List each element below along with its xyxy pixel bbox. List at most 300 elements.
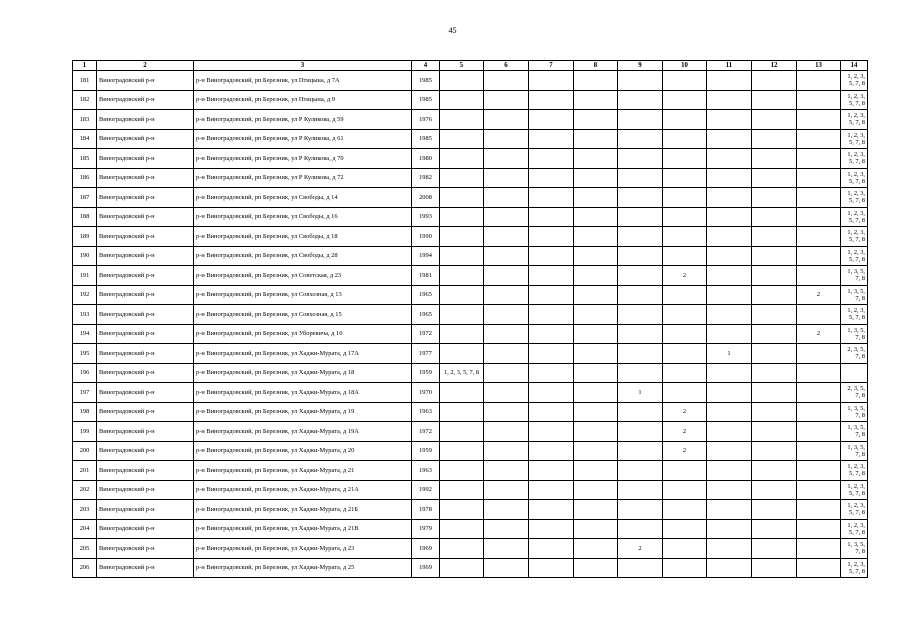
- district-cell: Виноградовский р-н: [97, 207, 194, 227]
- col10-cell: [663, 207, 707, 227]
- district-cell: Виноградовский р-н: [97, 90, 194, 110]
- column-header: 4: [412, 61, 440, 71]
- table-row: [73, 90, 868, 110]
- col5-cell: [440, 324, 484, 344]
- year-cell: 1963: [412, 461, 440, 481]
- col14-cell: 1, 2, 3, 5, 7, 8: [841, 500, 868, 520]
- col14-cell: 1, 2, 3, 5, 7, 8: [841, 461, 868, 481]
- col12-cell: [752, 500, 797, 520]
- column-header: 5: [440, 61, 484, 71]
- year-cell: 1959: [412, 363, 440, 383]
- col7-cell: [529, 188, 574, 208]
- col13-cell: [797, 246, 841, 266]
- col9-cell: [618, 266, 663, 286]
- district-cell: Виноградовский р-н: [97, 227, 194, 247]
- district-cell: Виноградовский р-н: [97, 480, 194, 500]
- col5-cell: [440, 422, 484, 442]
- address-cell: р-н Виноградовский, рп Березник, ул Совхозная, д 13: [194, 285, 412, 305]
- row-number-cell: 184: [73, 129, 97, 149]
- col7-cell: [529, 246, 574, 266]
- row-number-cell: 196: [73, 363, 97, 383]
- district-cell: Виноградовский р-н: [97, 149, 194, 169]
- row-number-cell: 197: [73, 383, 97, 403]
- col7-cell: [529, 324, 574, 344]
- row-number-cell: 202: [73, 480, 97, 500]
- col9-cell: [618, 305, 663, 325]
- col7-cell: [529, 129, 574, 149]
- col12-cell: [752, 188, 797, 208]
- col7-cell: [529, 500, 574, 520]
- col6-cell: [484, 558, 529, 578]
- row-number-cell: 195: [73, 344, 97, 364]
- district-cell: Виноградовский р-н: [97, 129, 194, 149]
- col14-cell: 1, 3, 5, 7, 8: [841, 402, 868, 422]
- district-cell: Виноградовский р-н: [97, 539, 194, 559]
- col14-cell: 1, 2, 3, 5, 7, 8: [841, 558, 868, 578]
- year-cell: 1994: [412, 246, 440, 266]
- col11-cell: [707, 305, 752, 325]
- col5-cell: [440, 344, 484, 364]
- col5-cell: [440, 402, 484, 422]
- column-header: 12: [752, 61, 797, 71]
- col10-cell: [663, 129, 707, 149]
- col6-cell: [484, 422, 529, 442]
- table-row: [73, 461, 868, 481]
- col9-cell: [618, 558, 663, 578]
- row-number-cell: 201: [73, 461, 97, 481]
- col14-cell: 1, 2, 3, 5, 7, 8: [841, 149, 868, 169]
- table-row: [73, 168, 868, 188]
- year-cell: 1977: [412, 344, 440, 364]
- col13-cell: [797, 266, 841, 286]
- col10-cell: [663, 558, 707, 578]
- row-number-cell: 205: [73, 539, 97, 559]
- col11-cell: [707, 422, 752, 442]
- col6-cell: [484, 227, 529, 247]
- col14-cell: 1, 2, 3, 5, 7, 8: [841, 227, 868, 247]
- col12-cell: [752, 207, 797, 227]
- row-number-cell: 200: [73, 441, 97, 461]
- col12-cell: [752, 422, 797, 442]
- address-cell: р-н Виноградовский, рп Березник, ул Хаджи-Мурата, д 19: [194, 402, 412, 422]
- address-cell: р-н Виноградовский, рп Березник, ул Свободы, д 28: [194, 246, 412, 266]
- col10-cell: [663, 480, 707, 500]
- year-cell: 1978: [412, 500, 440, 520]
- col14-cell: 2, 3, 5, 7, 8: [841, 344, 868, 364]
- col13-cell: [797, 363, 841, 383]
- col11-cell: [707, 285, 752, 305]
- col13-cell: [797, 207, 841, 227]
- table-row: [73, 71, 868, 91]
- district-cell: Виноградовский р-н: [97, 422, 194, 442]
- col11-cell: 1: [707, 344, 752, 364]
- address-cell: р-н Виноградовский, рп Березник, ул Хаджи-Мурата, д 19А: [194, 422, 412, 442]
- year-cell: 1963: [412, 402, 440, 422]
- col5-cell: 1, 2, 3, 5, 7, 8: [440, 363, 484, 383]
- row-number-cell: 190: [73, 246, 97, 266]
- col11-cell: [707, 500, 752, 520]
- col10-cell: [663, 324, 707, 344]
- row-number-cell: 189: [73, 227, 97, 247]
- col5-cell: [440, 461, 484, 481]
- col9-cell: [618, 461, 663, 481]
- row-number-cell: 188: [73, 207, 97, 227]
- col7-cell: [529, 519, 574, 539]
- district-cell: Виноградовский р-н: [97, 519, 194, 539]
- table-row: [73, 539, 868, 559]
- row-number-cell: 198: [73, 402, 97, 422]
- table-row: [73, 422, 868, 442]
- col8-cell: [574, 539, 618, 559]
- col10-cell: [663, 519, 707, 539]
- col9-cell: [618, 363, 663, 383]
- col8-cell: [574, 285, 618, 305]
- col13-cell: [797, 110, 841, 130]
- district-cell: Виноградовский р-н: [97, 363, 194, 383]
- col7-cell: [529, 344, 574, 364]
- col5-cell: [440, 500, 484, 520]
- col10-cell: [663, 188, 707, 208]
- col11-cell: [707, 71, 752, 91]
- col12-cell: [752, 480, 797, 500]
- address-cell: р-н Виноградовский, рп Березник, ул Птицына, д 9: [194, 90, 412, 110]
- year-cell: 1969: [412, 539, 440, 559]
- col13-cell: [797, 500, 841, 520]
- col9-cell: [618, 500, 663, 520]
- col14-cell: 1, 2, 3, 5, 7, 8: [841, 519, 868, 539]
- col11-cell: [707, 558, 752, 578]
- year-cell: 1985: [412, 71, 440, 91]
- col7-cell: [529, 539, 574, 559]
- table-header-row: [73, 61, 868, 71]
- col7-cell: [529, 110, 574, 130]
- col9-cell: [618, 324, 663, 344]
- col8-cell: [574, 71, 618, 91]
- table-row: [73, 324, 868, 344]
- col10-cell: [663, 461, 707, 481]
- col8-cell: [574, 500, 618, 520]
- address-cell: р-н Виноградовский, рп Березник, ул Хаджи-Мурата, д 21Б: [194, 500, 412, 520]
- col10-cell: [663, 149, 707, 169]
- col8-cell: [574, 344, 618, 364]
- col6-cell: [484, 168, 529, 188]
- col9-cell: [618, 168, 663, 188]
- col7-cell: [529, 441, 574, 461]
- col6-cell: [484, 363, 529, 383]
- col12-cell: [752, 441, 797, 461]
- col5-cell: [440, 188, 484, 208]
- col5-cell: [440, 519, 484, 539]
- district-cell: Виноградовский р-н: [97, 110, 194, 130]
- col14-cell: 1, 2, 3, 5, 7, 8: [841, 246, 868, 266]
- col8-cell: [574, 441, 618, 461]
- col11-cell: [707, 539, 752, 559]
- row-number-cell: 183: [73, 110, 97, 130]
- col5-cell: [440, 246, 484, 266]
- col8-cell: [574, 383, 618, 403]
- district-cell: Виноградовский р-н: [97, 402, 194, 422]
- col14-cell: 1, 3, 5, 7, 8: [841, 422, 868, 442]
- col14-cell: 1, 2, 3, 5, 7, 8: [841, 90, 868, 110]
- district-cell: Виноградовский р-н: [97, 168, 194, 188]
- district-cell: Виноградовский р-н: [97, 285, 194, 305]
- col12-cell: [752, 71, 797, 91]
- col11-cell: [707, 480, 752, 500]
- col10-cell: [663, 500, 707, 520]
- row-number-cell: 187: [73, 188, 97, 208]
- col13-cell: [797, 129, 841, 149]
- address-cell: р-н Виноградовский, рп Березник, ул Свободы, д 18: [194, 227, 412, 247]
- column-header: 1: [73, 61, 97, 71]
- row-number-cell: 194: [73, 324, 97, 344]
- col14-cell: 2, 3, 5, 7, 8: [841, 383, 868, 403]
- col6-cell: [484, 285, 529, 305]
- district-cell: Виноградовский р-н: [97, 558, 194, 578]
- table-row: [73, 363, 868, 383]
- column-header: 3: [194, 61, 412, 71]
- year-cell: 1980: [412, 149, 440, 169]
- col9-cell: [618, 246, 663, 266]
- col12-cell: [752, 285, 797, 305]
- district-cell: Виноградовский р-н: [97, 266, 194, 286]
- year-cell: 1972: [412, 324, 440, 344]
- col7-cell: [529, 422, 574, 442]
- col11-cell: [707, 207, 752, 227]
- col13-cell: 2: [797, 324, 841, 344]
- col7-cell: [529, 305, 574, 325]
- col8-cell: [574, 149, 618, 169]
- col13-cell: [797, 344, 841, 364]
- col12-cell: [752, 519, 797, 539]
- address-cell: р-н Виноградовский, рп Березник, ул Свободы, д 16: [194, 207, 412, 227]
- col14-cell: 1, 2, 3, 5, 7, 8: [841, 480, 868, 500]
- year-cell: 1965: [412, 285, 440, 305]
- row-number-cell: 192: [73, 285, 97, 305]
- col11-cell: [707, 227, 752, 247]
- col10-cell: 2: [663, 402, 707, 422]
- col8-cell: [574, 480, 618, 500]
- col9-cell: [618, 519, 663, 539]
- col12-cell: [752, 266, 797, 286]
- table-row: [73, 402, 868, 422]
- col8-cell: [574, 168, 618, 188]
- col6-cell: [484, 149, 529, 169]
- col13-cell: 2: [797, 285, 841, 305]
- col9-cell: [618, 441, 663, 461]
- col7-cell: [529, 402, 574, 422]
- col6-cell: [484, 188, 529, 208]
- col6-cell: [484, 539, 529, 559]
- col10-cell: [663, 363, 707, 383]
- col9-cell: [618, 149, 663, 169]
- address-cell: р-н Виноградовский, рп Березник, ул Хаджи-Мурата, д 21В: [194, 519, 412, 539]
- col9-cell: [618, 129, 663, 149]
- col5-cell: [440, 480, 484, 500]
- district-cell: Виноградовский р-н: [97, 305, 194, 325]
- year-cell: 1970: [412, 383, 440, 403]
- col7-cell: [529, 168, 574, 188]
- col13-cell: [797, 461, 841, 481]
- year-cell: 1959: [412, 441, 440, 461]
- col13-cell: [797, 480, 841, 500]
- col10-cell: 2: [663, 422, 707, 442]
- table-row: [73, 383, 868, 403]
- row-number-cell: 181: [73, 71, 97, 91]
- district-cell: Виноградовский р-н: [97, 324, 194, 344]
- column-header: 9: [618, 61, 663, 71]
- col14-cell: [841, 363, 868, 383]
- col11-cell: [707, 441, 752, 461]
- col6-cell: [484, 71, 529, 91]
- row-number-cell: 193: [73, 305, 97, 325]
- year-cell: 1985: [412, 90, 440, 110]
- col10-cell: [663, 110, 707, 130]
- col7-cell: [529, 383, 574, 403]
- year-cell: 1965: [412, 305, 440, 325]
- address-cell: р-н Виноградовский, рп Березник, ул Р Куликова, д 72: [194, 168, 412, 188]
- col8-cell: [574, 305, 618, 325]
- district-cell: Виноградовский р-н: [97, 344, 194, 364]
- address-cell: р-н Виноградовский, рп Березник, ул Уборевича, д 10: [194, 324, 412, 344]
- col7-cell: [529, 227, 574, 247]
- col9-cell: [618, 285, 663, 305]
- col11-cell: [707, 188, 752, 208]
- col12-cell: [752, 246, 797, 266]
- col14-cell: 1, 2, 3, 5, 7, 8: [841, 207, 868, 227]
- col10-cell: [663, 305, 707, 325]
- table-row: [73, 207, 868, 227]
- col8-cell: [574, 461, 618, 481]
- table-row: [73, 246, 868, 266]
- col7-cell: [529, 285, 574, 305]
- col10-cell: [663, 285, 707, 305]
- row-number-cell: 185: [73, 149, 97, 169]
- col14-cell: 1, 2, 3, 5, 7, 8: [841, 188, 868, 208]
- col8-cell: [574, 227, 618, 247]
- col6-cell: [484, 519, 529, 539]
- col12-cell: [752, 461, 797, 481]
- table-row: [73, 558, 868, 578]
- col12-cell: [752, 383, 797, 403]
- col11-cell: [707, 363, 752, 383]
- row-number-cell: 206: [73, 558, 97, 578]
- col5-cell: [440, 383, 484, 403]
- col6-cell: [484, 110, 529, 130]
- col9-cell: [618, 188, 663, 208]
- col6-cell: [484, 500, 529, 520]
- col9-cell: 1: [618, 383, 663, 403]
- col5-cell: [440, 129, 484, 149]
- row-number-cell: 203: [73, 500, 97, 520]
- col12-cell: [752, 168, 797, 188]
- table-row: [73, 188, 868, 208]
- col13-cell: [797, 383, 841, 403]
- col7-cell: [529, 207, 574, 227]
- column-header: 10: [663, 61, 707, 71]
- col11-cell: [707, 383, 752, 403]
- table-row: [73, 110, 868, 130]
- col6-cell: [484, 324, 529, 344]
- col14-cell: 1, 2, 3, 5, 7, 8: [841, 129, 868, 149]
- col12-cell: [752, 324, 797, 344]
- row-number-cell: 199: [73, 422, 97, 442]
- col8-cell: [574, 363, 618, 383]
- col12-cell: [752, 110, 797, 130]
- year-cell: 1990: [412, 227, 440, 247]
- district-cell: Виноградовский р-н: [97, 246, 194, 266]
- address-cell: р-н Виноградовский, рп Березник, ул Р Куликова, д 61: [194, 129, 412, 149]
- col12-cell: [752, 129, 797, 149]
- table-row: [73, 227, 868, 247]
- col12-cell: [752, 402, 797, 422]
- col6-cell: [484, 207, 529, 227]
- col11-cell: [707, 149, 752, 169]
- col7-cell: [529, 480, 574, 500]
- col13-cell: [797, 305, 841, 325]
- col11-cell: [707, 110, 752, 130]
- col8-cell: [574, 90, 618, 110]
- col11-cell: [707, 324, 752, 344]
- table-row: [73, 500, 868, 520]
- col13-cell: [797, 168, 841, 188]
- col8-cell: [574, 422, 618, 442]
- column-header: 11: [707, 61, 752, 71]
- col13-cell: [797, 71, 841, 91]
- col12-cell: [752, 539, 797, 559]
- col13-cell: [797, 519, 841, 539]
- col5-cell: [440, 71, 484, 91]
- col8-cell: [574, 402, 618, 422]
- year-cell: 1979: [412, 519, 440, 539]
- address-cell: р-н Виноградовский, рп Березник, ул Хаджи-Мурата, д 18А: [194, 383, 412, 403]
- col5-cell: [440, 305, 484, 325]
- address-cell: р-н Виноградовский, рп Березник, ул Птицына, д 7А: [194, 71, 412, 91]
- col6-cell: [484, 480, 529, 500]
- col13-cell: [797, 188, 841, 208]
- col5-cell: [440, 168, 484, 188]
- col13-cell: [797, 539, 841, 559]
- year-cell: 1969: [412, 558, 440, 578]
- col10-cell: [663, 227, 707, 247]
- col5-cell: [440, 227, 484, 247]
- col10-cell: [663, 383, 707, 403]
- col10-cell: [663, 71, 707, 91]
- col10-cell: [663, 168, 707, 188]
- address-cell: р-н Виноградовский, рп Березник, ул Р Куликова, д 59: [194, 110, 412, 130]
- col6-cell: [484, 441, 529, 461]
- col5-cell: [440, 539, 484, 559]
- col10-cell: 2: [663, 441, 707, 461]
- col6-cell: [484, 129, 529, 149]
- address-cell: р-н Виноградовский, рп Березник, ул Хаджи-Мурата, д 20: [194, 441, 412, 461]
- col14-cell: 1, 2, 3, 5, 7, 8: [841, 168, 868, 188]
- col6-cell: [484, 305, 529, 325]
- table-row: [73, 480, 868, 500]
- address-cell: р-н Виноградовский, рп Березник, ул Хаджи-Мурата, д 17А: [194, 344, 412, 364]
- col10-cell: [663, 90, 707, 110]
- column-header: 7: [529, 61, 574, 71]
- col8-cell: [574, 266, 618, 286]
- col13-cell: [797, 422, 841, 442]
- housing-table: [72, 60, 868, 578]
- table-row: [73, 441, 868, 461]
- col12-cell: [752, 305, 797, 325]
- col14-cell: 1, 3, 5, 7, 8: [841, 441, 868, 461]
- col13-cell: [797, 227, 841, 247]
- address-cell: р-н Виноградовский, рп Березник, ул Совхозная, д 15: [194, 305, 412, 325]
- col8-cell: [574, 188, 618, 208]
- address-cell: р-н Виноградовский, рп Березник, ул Хаджи-Мурата, д 23: [194, 539, 412, 559]
